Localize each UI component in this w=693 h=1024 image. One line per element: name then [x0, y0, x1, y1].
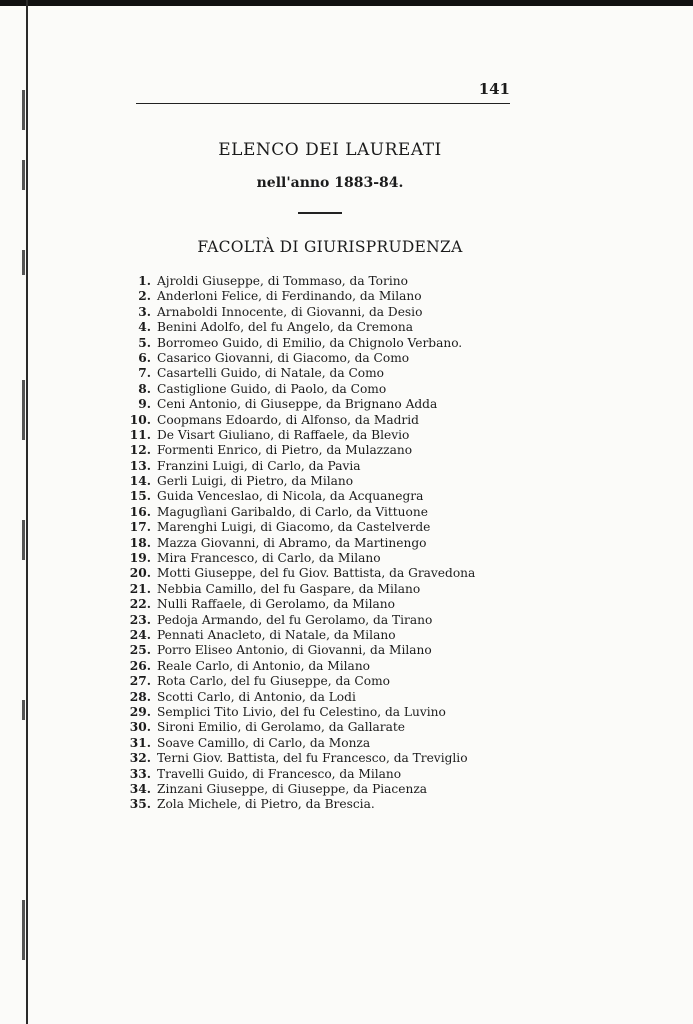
list-item — [128, 674, 528, 689]
page-top-border — [0, 0, 693, 6]
list-item-number: 1. — [138, 274, 151, 288]
list-item — [128, 289, 528, 304]
page-title: ELENCO DEI LAUREATI — [218, 140, 442, 160]
list-item-text: Semplici Tito Livio, del fu Celestino, da Luvino — [157, 704, 446, 719]
list-item-text: Mira Francesco, di Carlo, da Milano — [157, 551, 381, 566]
list-item — [128, 536, 528, 551]
page-subtitle: nell'anno 1883-84. — [256, 175, 404, 191]
list-item — [128, 336, 528, 351]
list-item — [128, 628, 528, 643]
list-item-number: 32. — [129, 751, 151, 766]
list-item-text: Scotti Carlo, di Antonio, da Lodi — [157, 689, 356, 704]
list-item-text: Guida Venceslao, di Nicola, da Acquanegra — [157, 489, 424, 504]
list-item-text: Maguglìani Garibaldo, di Carlo, da Vittuone — [157, 504, 428, 519]
list-item-number: 24. — [129, 627, 151, 642]
list-item-number: 19. — [129, 551, 151, 566]
list-item-text: Mazza Giovanni, di Abramo, da Martinengo — [157, 535, 427, 550]
list-item-text: Motti Giuseppe, del fu Giov. Battista, da Gravedona — [157, 566, 476, 581]
list-item — [128, 736, 528, 751]
list-item-text: Ajroldi Giuseppe, di Tommaso, da Torino — [157, 274, 408, 288]
list-item — [128, 505, 528, 520]
list-item — [128, 305, 528, 320]
binding-mark — [22, 90, 25, 130]
list-item — [128, 751, 528, 766]
list-item-text: Ceni Antonio, di Giuseppe, da Brignano Adda — [157, 397, 438, 412]
list-item — [128, 705, 528, 720]
list-item-text: Formenti Enrico, di Pietro, da Mulazzano — [157, 443, 413, 458]
list-item-number: 4. — [138, 320, 151, 335]
list-item-text: Pedoja Armando, del fu Gerolamo, da Tirano — [157, 612, 433, 627]
list-item — [128, 274, 528, 289]
list-item — [128, 474, 528, 489]
list-item — [128, 320, 528, 335]
list-item-text: Terni Giov. Battista, del fu Francesco, da Treviglio — [157, 751, 468, 766]
list-item-text: Pennati Anacleto, di Natale, da Milano — [157, 627, 396, 642]
list-item-text: Nebbia Camillo, del fu Gaspare, da Milano — [157, 581, 421, 596]
list-item-number: 26. — [129, 658, 151, 673]
scan-binding-edge — [0, 0, 30, 1024]
section-heading: FACOLTÀ DI GIURISPRUDENZA — [197, 238, 463, 256]
list-item-text: Arnaboldi Innocente, di Giovanni, da Desio — [157, 304, 423, 319]
list-item — [128, 489, 528, 504]
list-item — [128, 582, 528, 597]
list-item-text: Marenghi Luigi, di Giacomo, da Castelverde — [157, 520, 431, 535]
list-item-text: Gerli Luigi, di Pietro, da Milano — [157, 474, 354, 489]
list-item — [128, 382, 528, 397]
list-item — [128, 597, 528, 612]
list-item — [128, 413, 528, 428]
list-item-text: Franzini Luigi, di Carlo, da Pavia — [157, 458, 361, 473]
list-item-text: Benini Adolfo, del fu Angelo, da Cremona — [157, 320, 413, 335]
list-item-number: 14. — [129, 474, 151, 489]
list-item-number: 5. — [138, 335, 151, 350]
list-item-number: 8. — [138, 381, 151, 396]
title-divider — [298, 212, 342, 214]
binding-mark — [22, 520, 25, 560]
list-item — [128, 397, 528, 412]
list-item-number: 23. — [129, 612, 151, 627]
binding-mark — [22, 380, 25, 440]
list-item-text: Sironi Emilio, di Gerolamo, da Gallarate — [157, 720, 405, 735]
binding-spine-line — [26, 0, 28, 1024]
list-item — [128, 782, 528, 797]
list-item — [128, 659, 528, 674]
list-item — [128, 613, 528, 628]
binding-mark — [22, 160, 25, 190]
list-item-text: Anderloni Felice, di Ferdinando, da Milano — [157, 289, 422, 304]
binding-mark — [22, 250, 25, 275]
list-item-number: 29. — [129, 704, 151, 719]
list-item-number: 9. — [138, 397, 151, 412]
list-item-number: 17. — [129, 520, 151, 535]
list-item-text: Travelli Guido, di Francesco, da Milano — [157, 766, 402, 781]
list-item-number: 25. — [129, 643, 151, 658]
list-item-text: Zinzani Giuseppe, di Giuseppe, da Piacenza — [157, 781, 428, 796]
list-item-text: Soave Camillo, di Carlo, da Monza — [157, 735, 371, 750]
list-item — [128, 566, 528, 581]
list-item-number: 6. — [138, 350, 151, 365]
list-item — [128, 520, 528, 535]
list-item — [128, 459, 528, 474]
list-item-number: 18. — [129, 535, 151, 550]
graduates-list — [128, 274, 528, 813]
list-item-text: Castiglione Guido, di Paolo, da Como — [157, 381, 387, 396]
list-item-text: De Visart Giuliano, di Raffaele, da Blevio — [157, 427, 410, 442]
list-item-number: 31. — [129, 735, 151, 750]
list-item-text: Nulli Raffaele, di Gerolamo, da Milano — [157, 597, 395, 612]
list-item-number: 11. — [129, 427, 151, 442]
list-item-text: Reale Carlo, di Antonio, da Milano — [157, 658, 371, 673]
list-item — [128, 551, 528, 566]
list-item-text: Coopmans Edoardo, di Alfonso, da Madrid — [157, 412, 419, 427]
list-item-number: 12. — [129, 443, 151, 458]
list-item — [128, 797, 528, 812]
binding-mark — [22, 700, 25, 720]
list-item-number: 30. — [129, 720, 151, 735]
list-item-number: 20. — [129, 566, 151, 581]
list-item-number: 22. — [129, 597, 151, 612]
list-item — [128, 443, 528, 458]
list-item-number: 33. — [129, 766, 151, 781]
list-item-number: 10. — [129, 412, 151, 427]
list-item-number: 28. — [129, 689, 151, 704]
list-item-text: Porro Eliseo Antonio, di Giovanni, da Milano — [157, 643, 432, 658]
list-item-number: 13. — [129, 458, 151, 473]
list-item-number: 7. — [138, 366, 151, 381]
list-item-number: 21. — [129, 581, 151, 596]
list-item-number: 27. — [129, 674, 151, 689]
list-item — [128, 720, 528, 735]
list-item — [128, 366, 528, 381]
list-item-text: Zola Michele, di Pietro, da Brescia. — [157, 797, 375, 812]
page-number: 141 — [478, 80, 510, 98]
list-item — [128, 767, 528, 782]
list-item-text: Borromeo Guido, di Emilio, da Chignolo Verbano. — [157, 335, 463, 350]
list-item-number: 34. — [129, 781, 151, 796]
list-item — [128, 428, 528, 443]
list-item-text: Casartelli Guido, di Natale, da Como — [157, 366, 385, 381]
list-item-number: 16. — [129, 504, 151, 519]
list-item-text: Rota Carlo, del fu Giuseppe, da Como — [157, 674, 390, 689]
list-item — [128, 643, 528, 658]
list-item-number: 15. — [129, 489, 151, 504]
header-rule — [136, 103, 510, 104]
list-item-number: 3. — [138, 304, 151, 319]
list-item-text: Casarico Giovanni, di Giacomo, da Como — [157, 350, 410, 365]
list-item-number: 35. — [129, 797, 151, 812]
list-item — [128, 690, 528, 705]
list-item-number: 2. — [138, 289, 151, 304]
binding-mark — [22, 900, 25, 960]
list-item — [128, 351, 528, 366]
